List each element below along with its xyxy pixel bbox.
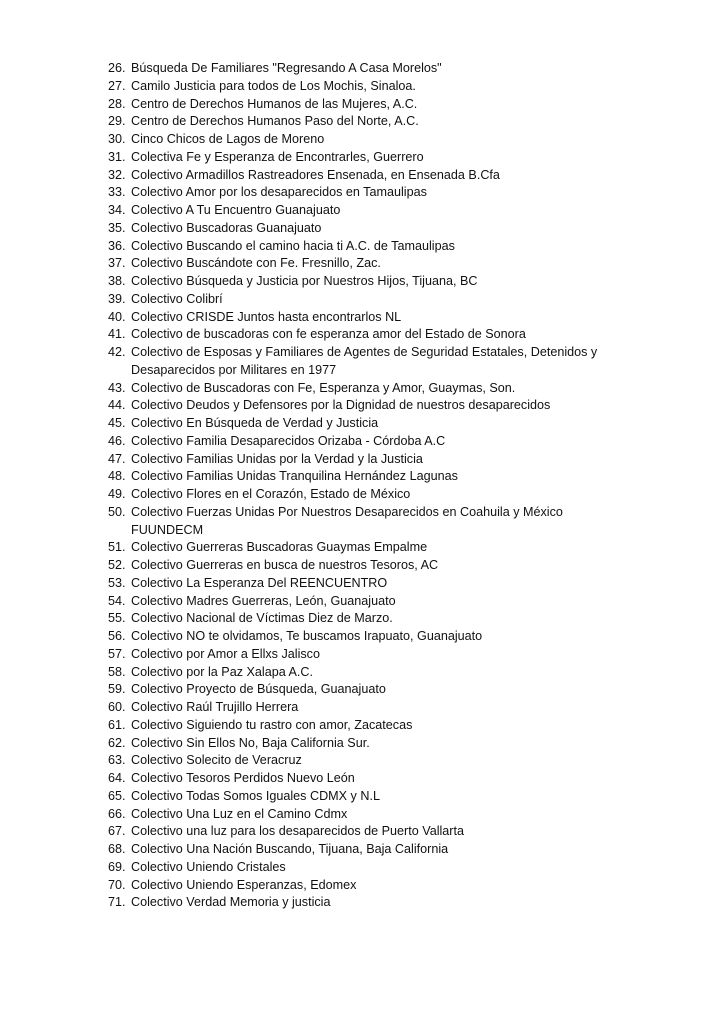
list-item — [108, 113, 638, 131]
list-item-number: 54. — [108, 593, 126, 608]
list-item-number: 48. — [108, 469, 126, 484]
list-item — [108, 788, 638, 806]
list-item-number: 26. — [108, 61, 126, 75]
list-item — [108, 486, 638, 504]
list-item-number: 27. — [108, 78, 126, 93]
list-item — [108, 894, 638, 912]
list-item-number: 59. — [108, 682, 126, 697]
list-item-number: 49. — [108, 487, 126, 501]
list-item-text: Colectivo Una Nación Buscando, Tijuana, Baja California — [131, 842, 449, 856]
list-item — [108, 433, 638, 451]
list-item — [108, 628, 638, 646]
list-item — [108, 60, 638, 78]
list-item — [108, 593, 638, 611]
list-item — [108, 344, 638, 380]
list-item-number: 69. — [108, 859, 126, 874]
list-item-number: 46. — [108, 433, 126, 448]
list-item-number: 36. — [108, 238, 126, 253]
list-item-text: Colectiva Fe y Esperanza de Encontrarles, Guerrero — [131, 149, 424, 164]
list-item-text: Colectivo Familias Unidas por la Verdad y la Justicia — [131, 451, 423, 466]
list-item-number: 43. — [108, 380, 126, 395]
list-item — [108, 717, 638, 735]
list-item — [108, 823, 638, 841]
list-item-text: Colectivo Sin Ellos No, Baja California Sur. — [131, 735, 370, 750]
list-item-text: Colectivo Amor por los desaparecidos en Tamaulipas — [131, 185, 427, 200]
list-item-number: 39. — [108, 291, 126, 306]
list-item-number: 67. — [108, 824, 126, 839]
list-item — [108, 273, 638, 291]
list-item — [108, 238, 638, 256]
list-item-text: Colectivo Una Luz en el Camino Cdmx — [131, 806, 348, 821]
list-item — [108, 220, 638, 238]
list-item-text: Colectivo En Búsqueda de Verdad y Justicia — [131, 416, 379, 430]
list-item-number: 51. — [108, 540, 126, 555]
list-item-number: 56. — [108, 629, 126, 643]
list-item — [108, 415, 638, 433]
list-item-number: 63. — [108, 753, 126, 768]
list-item-number: 65. — [108, 788, 126, 803]
list-item-number: 61. — [108, 717, 126, 732]
list-item-number: 38. — [108, 274, 126, 288]
list-item — [108, 859, 638, 877]
list-item-number: 64. — [108, 771, 126, 785]
list-item-text: Colectivo Madres Guerreras, León, Guanajuato — [131, 593, 396, 608]
list-item-text: Centro de Derechos Humanos Paso del Norte, A.C. — [131, 114, 419, 129]
list-item-text: Colectivo de Esposas y Familiares de Agentes de Seguridad Estatales, Detenidos y Desaparecidos por Militares en 1977 — [131, 345, 598, 377]
list-item-text: Colectivo Raúl Trujillo Herrera — [131, 700, 299, 714]
list-item-number: 40. — [108, 309, 126, 324]
list-item-text: Cinco Chicos de Lagos de Moreno — [131, 132, 325, 146]
list-item — [108, 504, 638, 540]
list-item — [108, 539, 638, 557]
list-item-text: Colectivo Nacional de Víctimas Diez de Marzo. — [131, 611, 393, 626]
list-item-number: 71. — [108, 895, 126, 910]
list-item-text: Colectivo Deudos y Defensores por la Dignidad de nuestros desaparecidos — [131, 398, 551, 413]
list-item — [108, 646, 638, 664]
list-item — [108, 451, 638, 469]
list-item-text: Colectivo Flores en el Corazón, Estado de México — [131, 487, 411, 501]
list-item-number: 31. — [108, 149, 126, 164]
list-item — [108, 149, 638, 167]
list-item-number: 60. — [108, 700, 126, 714]
list-item-text: Colectivo de buscadoras con fe esperanza amor del Estado de Sonora — [131, 327, 526, 342]
list-item-number: 35. — [108, 220, 126, 235]
list-item-text: Colectivo Guerreras Buscadoras Guaymas Empalme — [131, 540, 428, 555]
list-item — [108, 202, 638, 220]
list-item-number: 44. — [108, 398, 126, 413]
list-item-text: Colectivo Proyecto de Búsqueda, Guanajuato — [131, 682, 386, 697]
list-item-text: Colectivo Guerreras en busca de nuestros Tesoros, AC — [131, 558, 439, 572]
list-item-text: Colectivo Buscando el camino hacia ti A.C. de Tamaulipas — [131, 238, 455, 253]
list-item-text: Colectivo Siguiendo tu rastro con amor, Zacatecas — [131, 717, 413, 732]
list-item — [108, 167, 638, 185]
list-item — [108, 681, 638, 699]
list-item — [108, 291, 638, 309]
list-item-number: 62. — [108, 735, 126, 750]
list-item-number: 57. — [108, 646, 126, 661]
list-item-number: 42. — [108, 345, 126, 359]
list-item-number: 68. — [108, 842, 126, 856]
list-item-text: Búsqueda De Familiares "Regresando A Casa Morelos" — [131, 61, 442, 75]
list-item-text: Colectivo Buscándote con Fe. Fresnillo, Zac. — [131, 256, 381, 271]
list-item — [108, 770, 638, 788]
list-item-text: Colectivo Armadillos Rastreadores Ensenada, en Ensenada B.Cfa — [131, 167, 500, 182]
list-item — [108, 699, 638, 717]
list-item — [108, 326, 638, 344]
list-item — [108, 841, 638, 859]
list-item — [108, 397, 638, 415]
list-item-number: 37. — [108, 256, 126, 271]
list-item — [108, 184, 638, 202]
list-item-text: Colectivo NO te olvidamos, Te buscamos Irapuato, Guanajuato — [131, 629, 483, 643]
list-item — [108, 610, 638, 628]
list-item-text: Colectivo Tesoros Perdidos Nuevo León — [131, 771, 355, 785]
list-item-text: Colectivo Verdad Memoria y justicia — [131, 895, 331, 910]
list-item — [108, 131, 638, 149]
list-item — [108, 380, 638, 398]
list-item-number: 45. — [108, 416, 126, 430]
list-item-text: Colectivo Uniendo Esperanzas, Edomex — [131, 877, 357, 892]
list-item-text: Colectivo Solecito de Veracruz — [131, 753, 302, 768]
list-item-number: 41. — [108, 327, 126, 342]
organization-list — [108, 60, 638, 912]
list-item-number: 30. — [108, 132, 126, 146]
list-item-text: Colectivo Colibrí — [131, 291, 223, 306]
list-item-text: Colectivo Familias Unidas Tranquilina Hernández Lagunas — [131, 469, 458, 484]
list-item-text: Colectivo Uniendo Cristales — [131, 859, 286, 874]
list-item-text: Colectivo Todas Somos Iguales CDMX y N.L — [131, 788, 380, 803]
list-item — [108, 78, 638, 96]
list-item — [108, 877, 638, 895]
list-item-number: 53. — [108, 575, 126, 590]
list-item-number: 33. — [108, 185, 126, 200]
list-item-text: Colectivo Búsqueda y Justicia por Nuestros Hijos, Tijuana, BC — [131, 274, 478, 288]
list-item-number: 29. — [108, 114, 126, 129]
list-item — [108, 557, 638, 575]
list-item-number: 70. — [108, 877, 126, 892]
list-item — [108, 806, 638, 824]
list-item-text: Centro de Derechos Humanos de las Mujeres, A.C. — [131, 96, 418, 111]
list-item-number: 28. — [108, 96, 126, 111]
list-item-text: Colectivo una luz para los desaparecidos de Puerto Vallarta — [131, 824, 464, 839]
list-item-text: Colectivo Buscadoras Guanajuato — [131, 220, 322, 235]
list-item — [108, 664, 638, 682]
list-item-number: 34. — [108, 203, 126, 217]
list-item-text: Colectivo Familia Desaparecidos Orizaba - Córdoba A.C — [131, 433, 446, 448]
list-item-text: Colectivo La Esperanza Del REENCUENTRO — [131, 575, 388, 590]
list-item-number: 52. — [108, 558, 126, 572]
list-item — [108, 96, 638, 114]
list-item — [108, 752, 638, 770]
list-item-number: 66. — [108, 806, 126, 821]
list-item — [108, 255, 638, 273]
list-item-text: Colectivo por la Paz Xalapa A.C. — [131, 664, 314, 679]
list-item-number: 47. — [108, 451, 126, 466]
list-item-text: Camilo Justicia para todos de Los Mochis, Sinaloa. — [131, 78, 416, 93]
list-item-text: Colectivo por Amor a Ellxs Jalisco — [131, 646, 320, 661]
list-item — [108, 309, 638, 327]
list-item-number: 50. — [108, 504, 126, 519]
list-item-number: 58. — [108, 664, 126, 679]
list-item — [108, 468, 638, 486]
list-item-text: Colectivo de Buscadoras con Fe, Esperanza y Amor, Guaymas, Son. — [131, 380, 516, 395]
list-item-text: Colectivo Fuerzas Unidas Por Nuestros Desaparecidos en Coahuila y México FUUNDECM — [131, 504, 563, 537]
list-item-number: 32. — [108, 167, 126, 182]
list-item — [108, 735, 638, 753]
list-item — [108, 575, 638, 593]
list-item-number: 55. — [108, 611, 126, 626]
list-item-text: Colectivo A Tu Encuentro Guanajuato — [131, 203, 341, 217]
list-item-text: Colectivo CRISDE Juntos hasta encontrarlos NL — [131, 309, 402, 324]
